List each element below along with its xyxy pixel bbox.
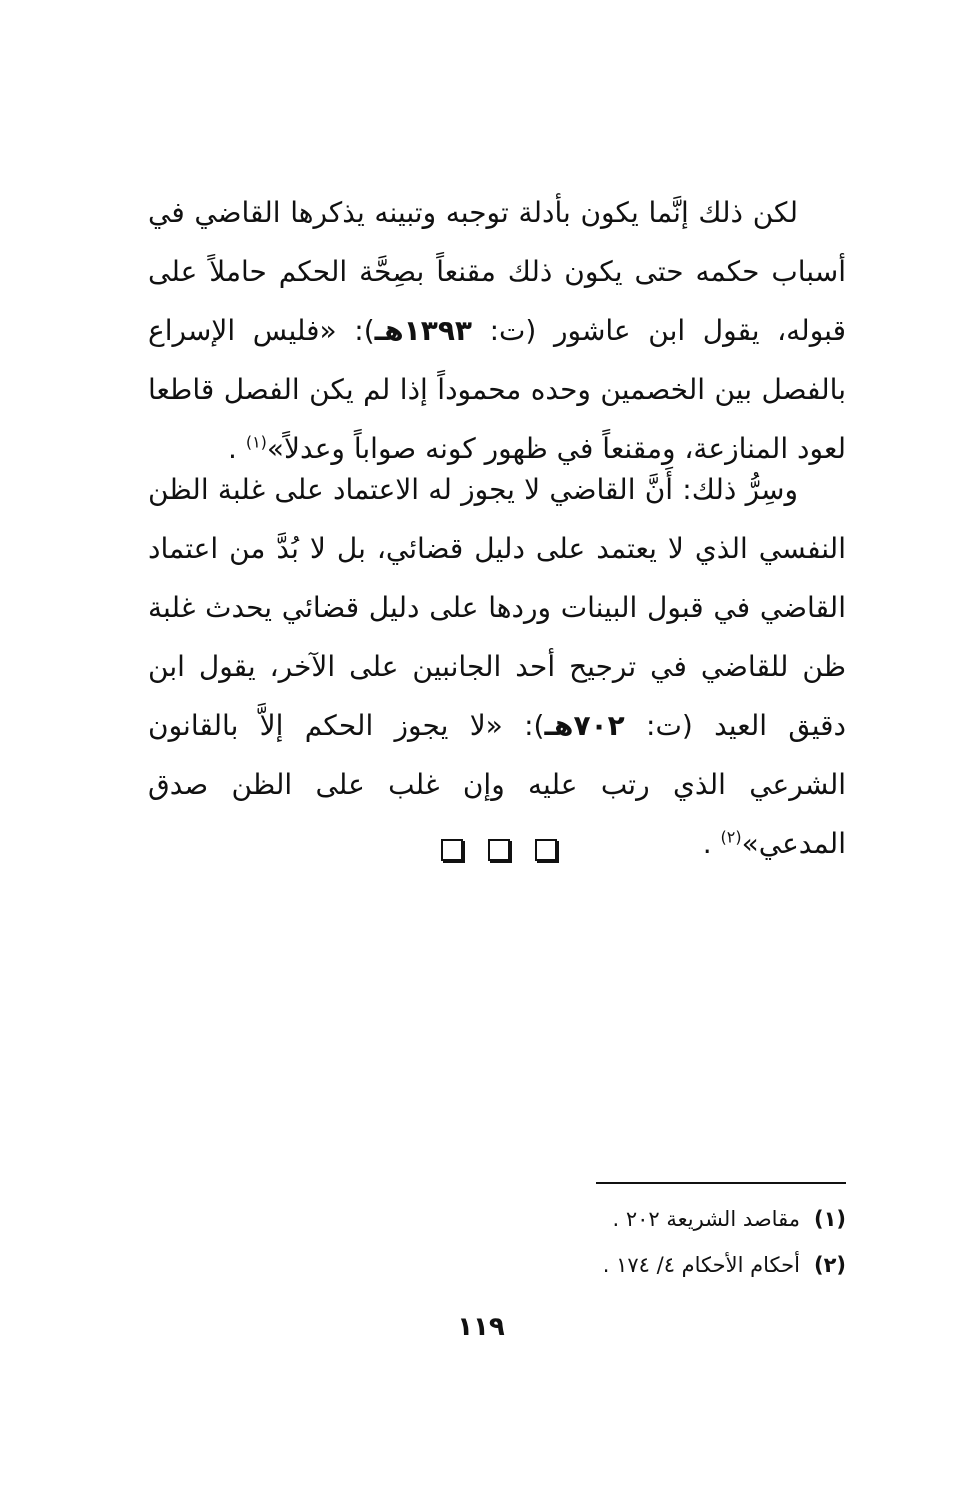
square-icon <box>488 839 510 861</box>
paragraph-text <box>148 460 846 873</box>
paragraph-1-text-start: لكن ذلك إنَّما يكون بأدلة توجبه وتبينه يذكرها القاضي في أسباب حكمه حتى يكون ذلك مقنعاً بصِحَّة الحكم حاملاً على قبوله، يقول ابن عاشور (ت: <box>148 196 847 347</box>
footnote-1 <box>400 1196 846 1242</box>
paragraph-text <box>148 183 846 478</box>
footnote-text: أحكام الأحكام ٤/ ١٧٤ . <box>602 1253 800 1277</box>
paragraph-1-end: . <box>228 432 246 465</box>
square-icon <box>535 839 557 861</box>
body-paragraph-1 <box>148 183 846 478</box>
footnote-separator <box>596 1182 846 1184</box>
page-number: ١١٩ <box>457 1312 505 1342</box>
death-date-ibn-daqiq: ٧٠٢هـ <box>544 709 625 742</box>
paragraph-2-end: . <box>702 827 721 860</box>
section-end-ornament-icon <box>441 839 557 865</box>
paragraph-1-quote: ): «فليس الإسراع بالفصل بين الخصمين وحده محموداً إذا لم يكن الفصل قاطعا لعود المنازعة، ومقنعاً في ظهور كونه صواباً وعدلاً» <box>148 314 846 465</box>
footnote-number: (٢) <box>813 1253 846 1277</box>
footnotes <box>400 1196 846 1288</box>
footnote-2 <box>400 1242 846 1288</box>
paragraph-2-quote: ): «لا يجوز الحكم إلاَّ بالقانون الشرعي الذي رتب عليه وإن غلب على الظن صدق المدعي» <box>148 709 846 860</box>
death-date-ibn-ashur: ١٣٩٣هـ <box>374 314 473 347</box>
footnote-text: مقاصد الشريعة ٢٠٢ . <box>612 1207 800 1231</box>
footnote-ref-2[interactable]: (٢) <box>720 827 742 847</box>
body-paragraph-2 <box>148 460 846 873</box>
footnote-number: (١) <box>813 1207 846 1231</box>
paragraph-2-text-start: وسِرُّ ذلك: أَنَّ القاضي لا يجوز له الاعتماد على غلبة الظن النفسي الذي لا يعتمد على دليل قضائي، بل لا بُدَّ من اعتماد القاضي في قبول البينات وردها على دليل قضائي يحدث غلبة ظن للقاضي في ترجيح أحد الجانبين على الآخر، يقول ابن دقيق العيد (ت: <box>148 473 846 742</box>
square-icon <box>441 839 463 861</box>
footnote-ref-1[interactable]: (١) <box>245 432 267 452</box>
